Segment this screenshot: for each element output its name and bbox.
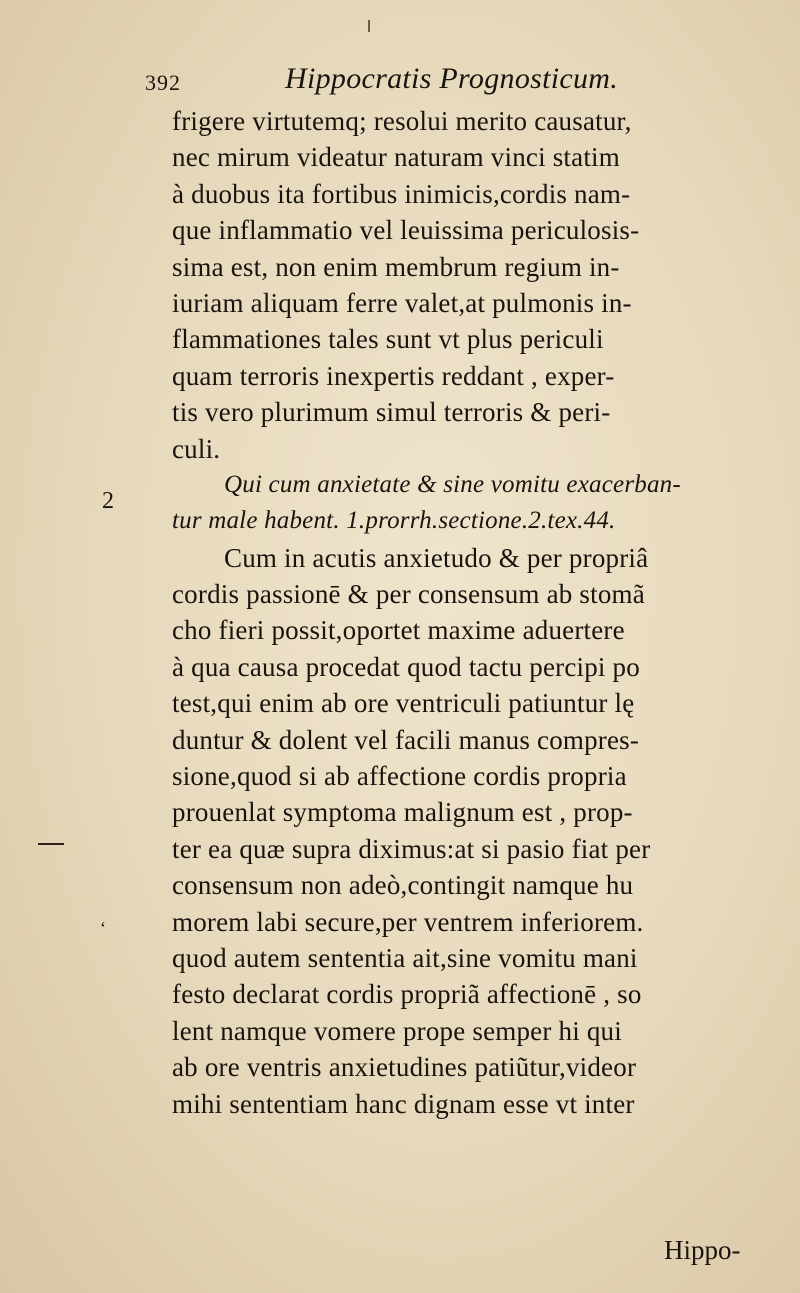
text-line: que inflammatio vel leuissima periculosis- [172,215,640,246]
text-line: test,qui enim ab ore ventriculi patiuntur lę [172,688,635,719]
text-line: flammationes tales sunt vt plus periculi [172,324,604,355]
text-line: quod autem sententia ait,sine vomitu mani [172,942,638,973]
text-line: ter ea quæ supra diximus:at si pasio fiat per [172,833,651,864]
section-heading-line: tur male habent. 1.prorrh.sectione.2.tex.44. [172,507,616,535]
margin-numeral: 2 [102,488,114,514]
text-line: cho fieri possit,oportet maxime aduertere [172,615,625,646]
text-line: lent namque vomere prope semper hi qui [172,1015,622,1046]
main-text [172,103,772,1122]
text-line: tis vero plurimum simul terroris & peri- [172,397,611,428]
text-line: mihi sententiam hanc dignam esse vt inter [172,1088,635,1119]
gutter-mark [368,20,370,32]
text-line: festo declarat cordis propriã affectionē , so [172,979,642,1010]
margin-dash [38,843,64,845]
text-line: nec mirum videatur naturam vinci statim [172,142,620,173]
text-line: culi. [172,433,221,464]
running-head: Hippocratis Prognosticum. [285,62,619,95]
text-line: morem labi secure,per ventrem inferiorem. [172,906,644,937]
catchword: Hippo- [664,1235,741,1265]
text-line: sima est, non enim membrum regium in- [172,251,620,282]
page-number: 392 [145,70,181,95]
text-line: quam terroris inexpertis reddant , exper- [172,360,615,391]
text-line: cordis passionē & per consensum ab stomã [172,579,645,610]
text-line: iuriam aliquam ferre valet,at pulmonis in- [172,287,632,318]
text-line: Cum in acutis anxietudo & per propriâ [224,542,649,573]
text-line: à qua causa procedat quod tactu percipi po [172,651,640,682]
text-line: à duobus ita fortibus inimicis,cordis nam- [172,178,631,209]
text-line: sione,quod si ab affectione cordis propria [172,761,627,792]
section-heading-line: Qui cum anxietate & sine vomitu exacerban- [224,470,681,498]
page-header [145,62,755,102]
text-line: frigere virtutemq; resolui merito causatur, [172,106,632,136]
margin-tick: ‘ [100,918,106,938]
text-line: ab ore ventris anxietudines patiũtur,videor [172,1052,637,1083]
text-line: consensum non adeò,contingit namque hu [172,870,634,901]
text-line: duntur & dolent vel facili manus compres- [172,724,640,755]
text-line: prouenlat symptoma malignum est , prop- [172,797,633,828]
